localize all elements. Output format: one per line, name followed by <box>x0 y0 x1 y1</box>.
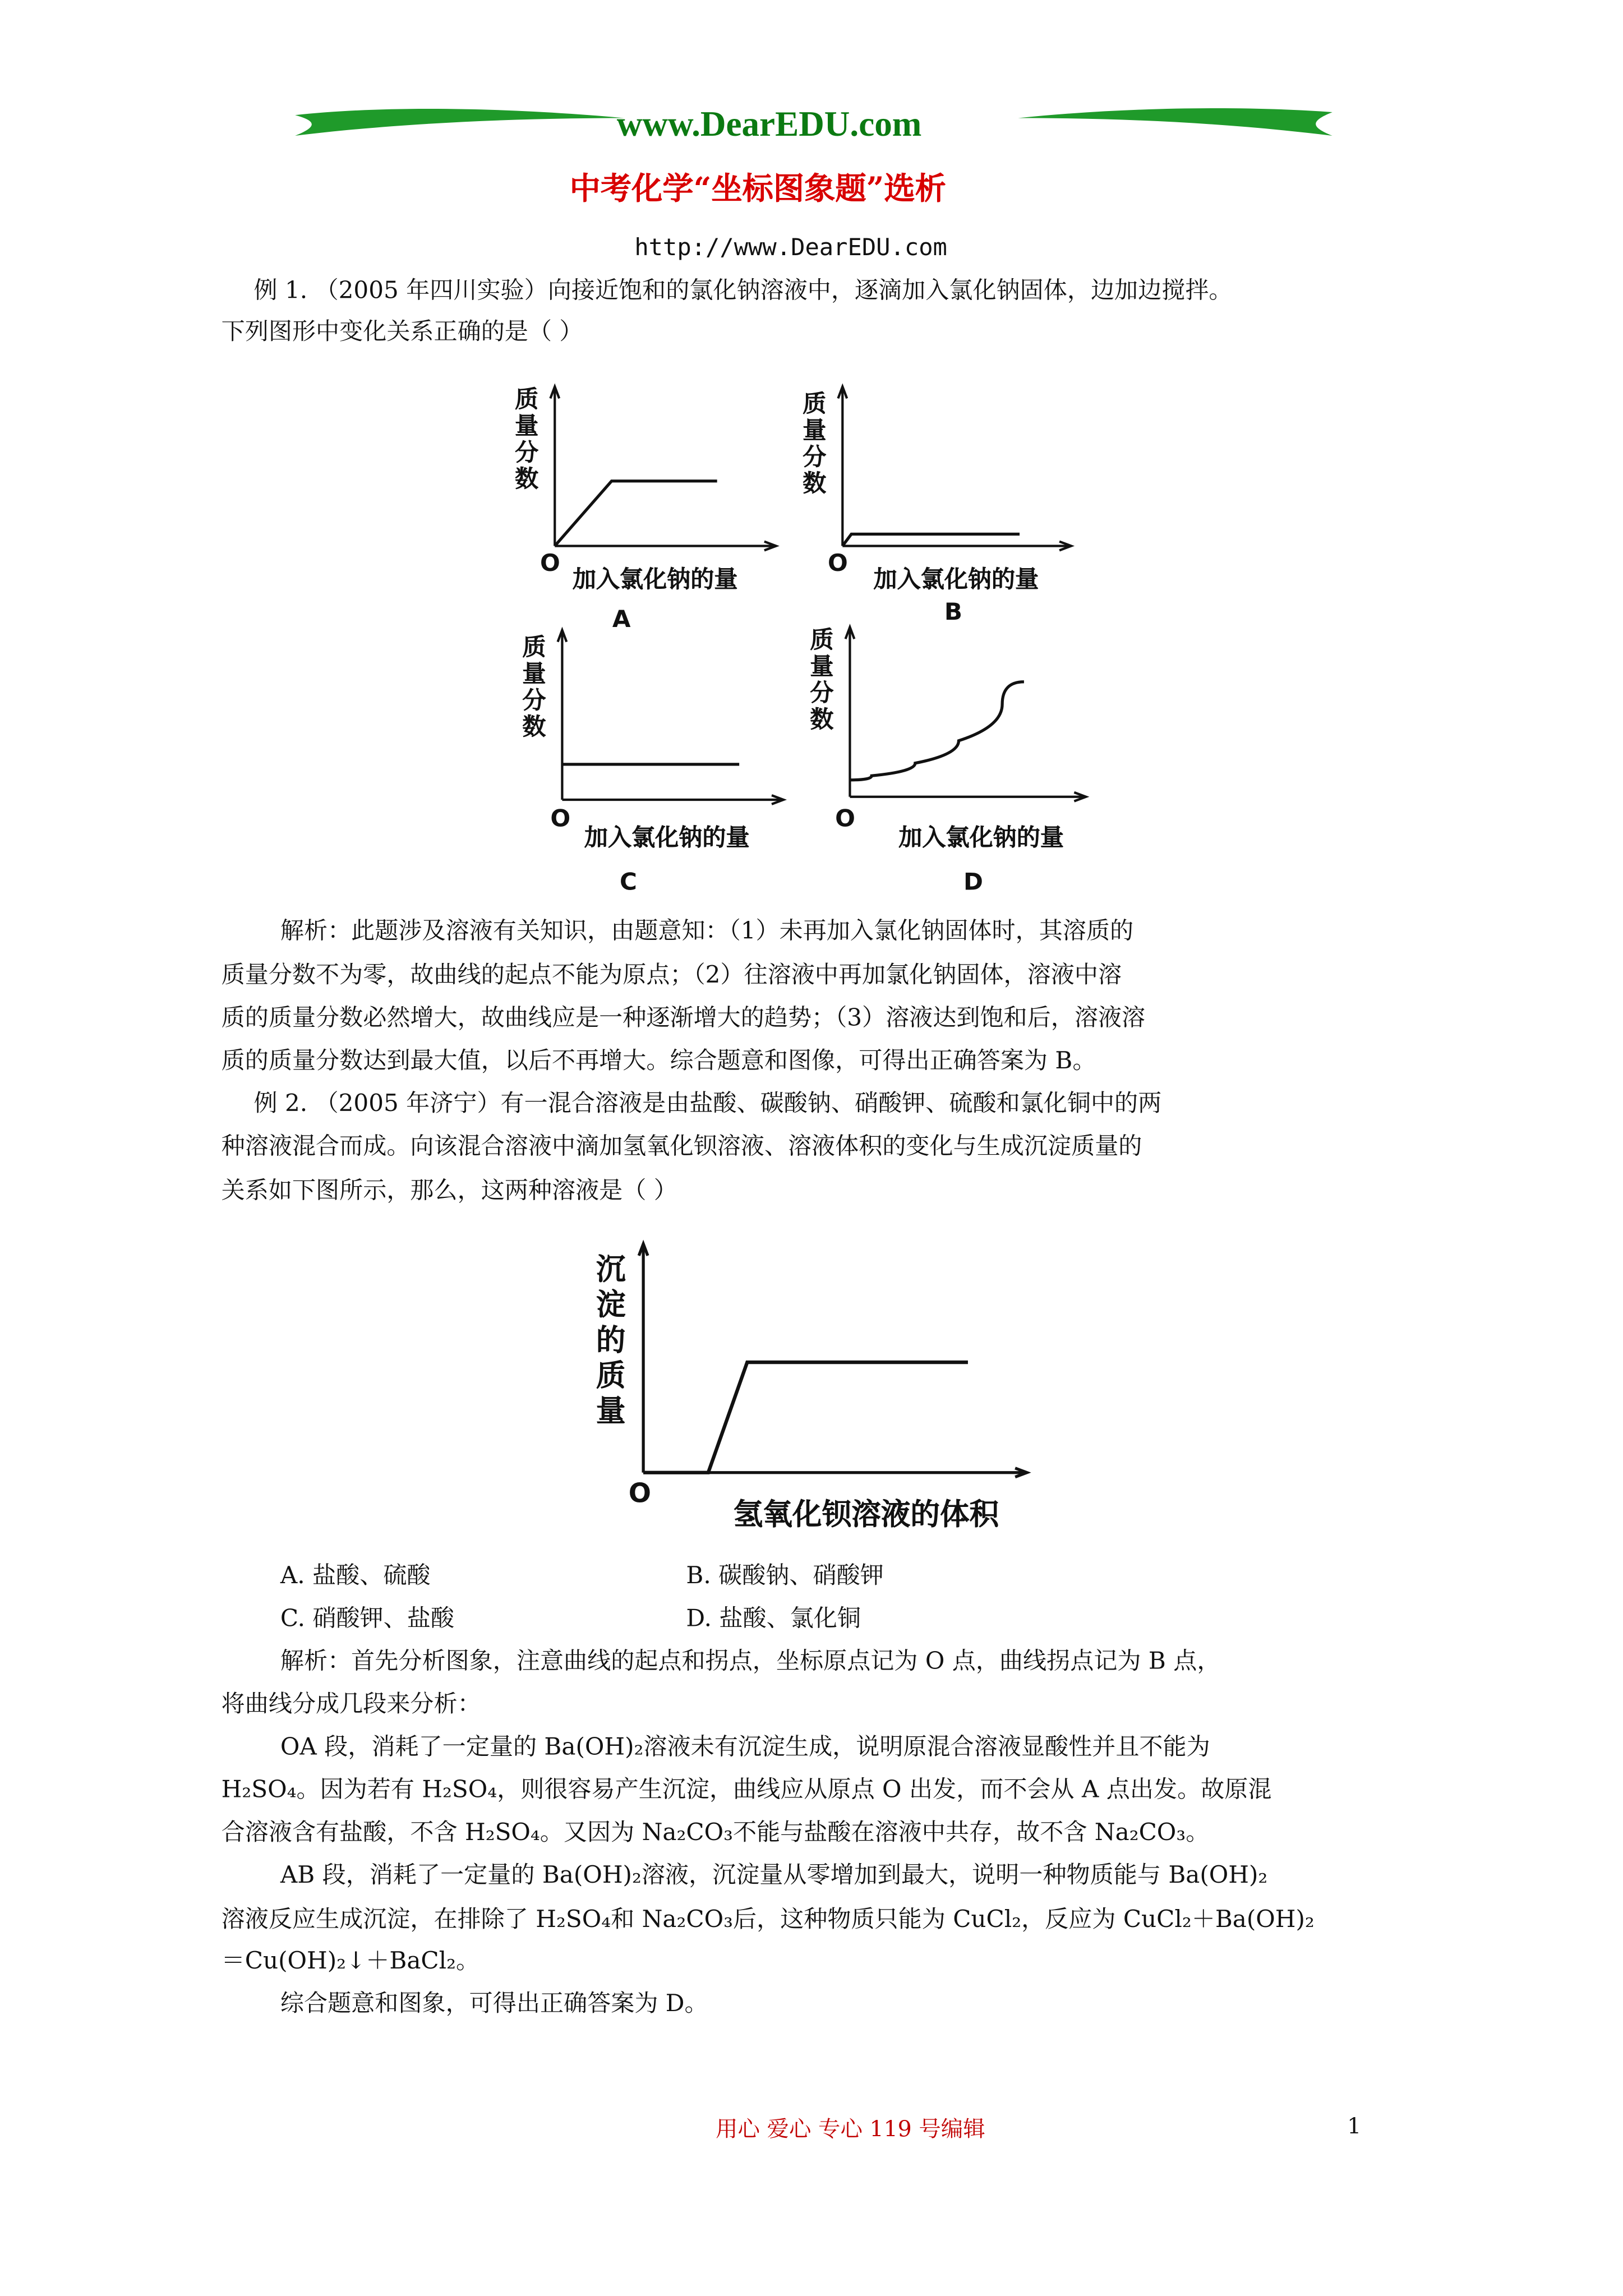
chart-a <box>531 376 782 568</box>
logo-swoosh-right <box>1015 103 1340 139</box>
chart-a-caption: A <box>612 605 631 633</box>
analysis2-oa2: H₂SO₄。因为若有 H₂SO₄，则很容易产生沉淀，曲线应从原点 O 出发，而不会从 A 点出发。故原混 <box>221 1775 1272 1804</box>
chart-2 <box>620 1237 1033 1487</box>
page-title: 中考化学“坐标图象题”选析 <box>569 169 946 207</box>
chart-d-ylabel: 质量分数 <box>810 625 834 734</box>
example1-line2: 下列图形中变化关系正确的是（ ） <box>221 317 583 345</box>
analysis1-line2: 质量分数不为零，故曲线的起点不能为原点；（2）往溶液中再加氯化钠固体，溶液中溶 <box>221 960 1122 989</box>
analysis2-ab3: ＝Cu(OH)₂↓＋BaCl₂。 <box>221 1946 480 1975</box>
chart-c-origin: O <box>550 804 571 832</box>
chart-b-origin: O <box>827 548 848 577</box>
chart-d-caption: D <box>963 868 983 896</box>
chart-b-xlabel: 加入氯化钠的量 <box>873 565 1039 593</box>
chart-b-caption: B <box>944 597 962 626</box>
footer-text: 用心 爱心 专心 119 号编辑 <box>716 2115 985 2143</box>
page-number: 1 <box>1347 2113 1362 2140</box>
analysis2-line2: 将曲线分成几段来分析： <box>221 1689 481 1718</box>
series-line-0 <box>643 1362 968 1473</box>
analysis1-line1: 解析：此题涉及溶液有关知识，由题意知：（1）未再加入氯化钠固体时，其溶质的 <box>280 916 1134 944</box>
option-d: D. 盐酸、氯化铜 <box>686 1603 861 1632</box>
chart-d-xlabel: 加入氯化钠的量 <box>898 823 1064 852</box>
chart-a-origin: O <box>540 548 560 577</box>
option-c: C. 硝酸钾、盐酸 <box>280 1603 454 1632</box>
chart-d <box>826 620 1092 814</box>
source-url: http://www.DearEDU.com <box>634 233 947 261</box>
chart-a-xlabel: 加入氯化钠的量 <box>572 565 738 593</box>
analysis1-line4: 质的质量分数达到最大值，以后不再增大。综合题意和图像，可得出正确答案为 B。 <box>221 1046 1096 1075</box>
chart2-xlabel: 氢氧化钡溶液的体积 <box>733 1496 999 1532</box>
option-a: A. 盐酸、硫酸 <box>280 1561 431 1589</box>
chart2-origin: O <box>628 1478 652 1510</box>
logo-text: www.DearEDU.com <box>616 106 922 145</box>
logo-swoosh-left <box>288 103 627 139</box>
analysis2-ab2: 溶液反应生成沉淀，在排除了 H₂SO₄和 Na₂CO₃后，这种物质只能为 CuCl₂，反应为 CuCl₂＋Ba(OH)₂ <box>221 1905 1315 1933</box>
example2-line1: 例 2. （2005 年济宁）有一混合溶液是由盐酸、碳酸钠、硝酸钾、硫酸和氯化铜中的两 <box>253 1089 1162 1117</box>
analysis2-line1: 解析：首先分析图象，注意曲线的起点和拐点，坐标原点记为 O 点，曲线拐点记为 B 点， <box>280 1647 1221 1675</box>
analysis2-ab1: AB 段，消耗了一定量的 Ba(OH)₂溶液，沉淀量从零增加到最大，说明一种物质能与 Ba(OH)₂ <box>280 1860 1268 1889</box>
chart-b <box>819 376 1077 568</box>
example2-line2: 种溶液混合而成。向该混合溶液中滴加氢氧化钡溶液、溶液体积的变化与生成沉淀质量的 <box>221 1131 1142 1160</box>
series-line-0 <box>842 534 1020 546</box>
chart-b-ylabel: 质量分数 <box>803 389 827 497</box>
analysis2-oa3: 合溶液含有盐酸，不含 H₂SO₄。又因为 Na₂CO₃不能与盐酸在溶液中共存，故不含 Na₂CO₃。 <box>221 1818 1210 1846</box>
chart-d-origin: O <box>835 804 855 832</box>
series-line-0 <box>555 481 717 546</box>
example2-line3: 关系如下图所示，那么，这两种溶液是（ ） <box>221 1175 677 1204</box>
chart-c <box>538 623 789 814</box>
chart-a-ylabel: 质量分数 <box>515 385 539 493</box>
analysis1-line3: 质的质量分数必然增大，故曲线应是一种逐渐增大的趋势；（3）溶液达到饱和后，溶液溶 <box>221 1003 1146 1032</box>
analysis2-conclusion: 综合题意和图象，可得出正确答案为 D。 <box>280 1989 708 2017</box>
analysis2-oa1: OA 段，消耗了一定量的 Ba(OH)₂溶液未有沉淀生成，说明原混合溶液显酸性并且不能为 <box>280 1732 1210 1760</box>
example1-line1: 例 1. （2005 年四川实验）向接近饱和的氯化钠溶液中，逐滴加入氯化钠固体，边加边搅拌。 <box>253 275 1233 304</box>
chart-c-caption: C <box>620 868 637 896</box>
chart-c-xlabel: 加入氯化钠的量 <box>584 823 750 852</box>
option-b: B. 碳酸钠、硝酸钾 <box>686 1561 884 1589</box>
chart2-ylabel: 沉淀的质量 <box>596 1251 626 1428</box>
chart-c-ylabel: 质量分数 <box>522 633 546 741</box>
series-line-0 <box>850 682 1023 780</box>
